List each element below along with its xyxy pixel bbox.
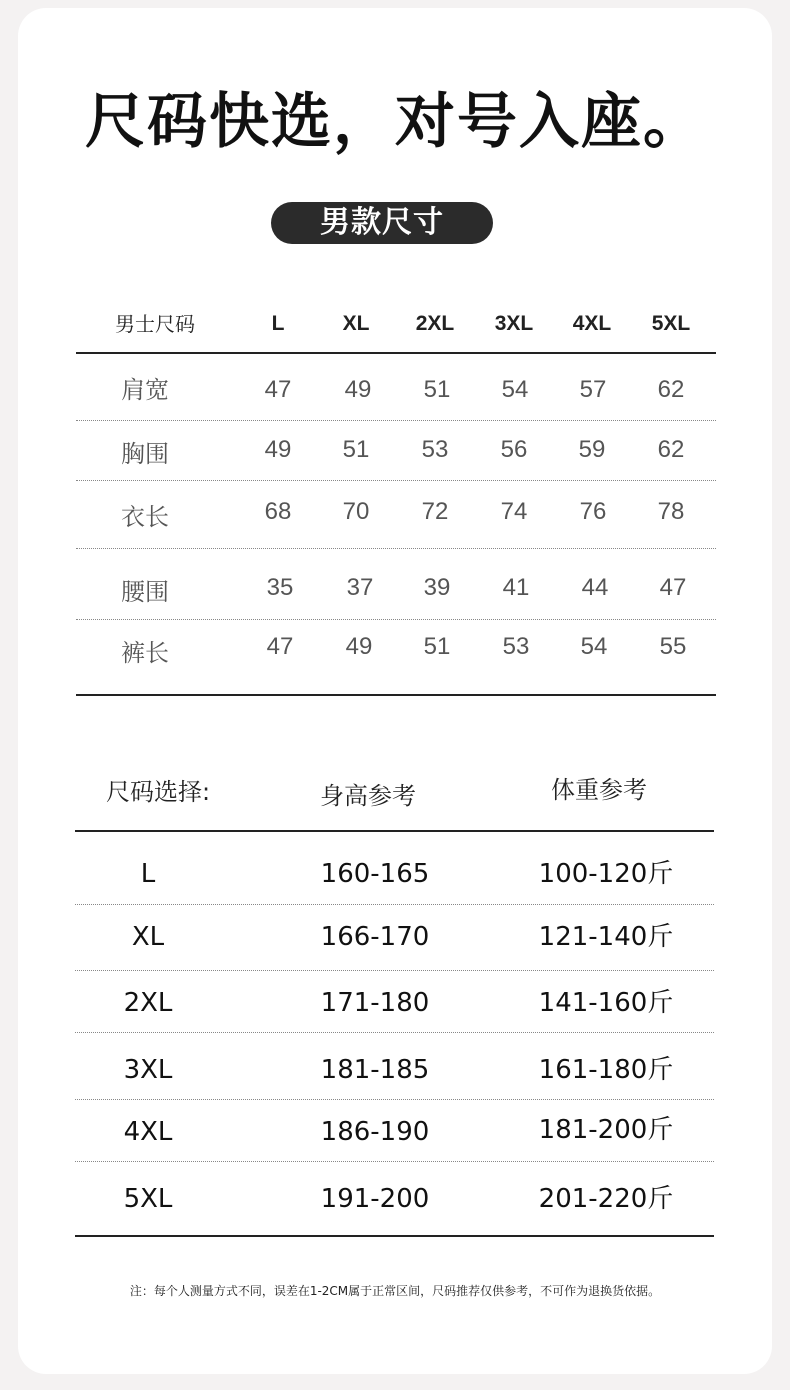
table-cell: 53 — [502, 633, 530, 660]
section-label-pill: 男款尺寸 — [271, 202, 493, 244]
table-cell: 47 — [264, 376, 292, 403]
table-cell: XL — [131, 922, 165, 952]
divider — [76, 548, 716, 549]
table-cell: 181-185 — [320, 1055, 430, 1085]
row-label: 胸围 — [121, 440, 169, 468]
table-cell: 56 — [500, 436, 528, 463]
table-cell: 166-170 — [320, 922, 430, 952]
table-cell: 171-180 — [320, 988, 430, 1018]
divider — [76, 694, 716, 696]
row-label: 衣长 — [121, 503, 169, 531]
divider — [75, 1235, 714, 1237]
table-cell: 59 — [578, 436, 606, 463]
table-cell: 62 — [657, 436, 685, 463]
table-cell: 70 — [342, 498, 370, 525]
table-cell: 141-160斤 — [538, 988, 674, 1018]
table-cell: 51 — [423, 633, 451, 660]
size-header-cell: 4XL — [572, 312, 612, 335]
table-cell: 47 — [266, 633, 294, 660]
divider — [75, 1032, 714, 1033]
selection-header-weight: 体重参考 — [551, 776, 647, 804]
size-header-cell: XL — [342, 312, 370, 335]
row-label: 裤长 — [121, 639, 169, 667]
size-header-cell: L — [271, 312, 285, 335]
divider — [75, 1161, 714, 1162]
table-row — [0, 854, 790, 894]
table-cell: 47 — [659, 574, 687, 601]
table-cell: 41 — [502, 574, 530, 601]
size-header-cell: 5XL — [651, 312, 691, 335]
table-row — [0, 917, 790, 957]
table-cell: 201-220斤 — [538, 1184, 674, 1214]
selection-header-size: 尺码选择: — [106, 778, 211, 806]
table-cell: 62 — [657, 376, 685, 403]
table-row — [0, 1050, 790, 1090]
table-cell: 160-165 — [320, 859, 430, 889]
table-cell: 49 — [264, 436, 292, 463]
table-cell: 161-180斤 — [538, 1055, 674, 1085]
table-cell: 78 — [657, 498, 685, 525]
table-row — [0, 492, 790, 532]
table-row — [0, 627, 790, 667]
table-row — [0, 568, 790, 608]
table-cell: 54 — [580, 633, 608, 660]
table-cell: 181-200斤 — [538, 1115, 674, 1145]
table-cell: 51 — [423, 376, 451, 403]
divider — [75, 904, 714, 905]
page-title: 尺码快选，对号入座。 — [85, 87, 705, 157]
divider — [76, 619, 716, 620]
table-cell: 121-140斤 — [538, 922, 674, 952]
table-cell: 186-190 — [320, 1117, 430, 1147]
table-row — [0, 430, 790, 470]
row-label: 肩宽 — [121, 376, 169, 404]
divider — [76, 352, 716, 354]
table-cell: 191-200 — [320, 1184, 430, 1214]
size-header-cell: 3XL — [494, 312, 534, 335]
table-cell: 68 — [264, 498, 292, 525]
size-table-header-label: 男士尺码 — [115, 312, 195, 336]
table-cell: 54 — [501, 376, 529, 403]
table-cell: L — [140, 859, 156, 889]
divider — [76, 420, 716, 421]
table-cell: 2XL — [123, 988, 173, 1018]
table-cell: 35 — [266, 574, 294, 601]
table-cell: 53 — [421, 436, 449, 463]
size-header-cell: 2XL — [415, 312, 455, 335]
table-cell: 5XL — [123, 1184, 173, 1214]
table-cell: 51 — [342, 436, 370, 463]
table-cell: 100-120斤 — [538, 859, 674, 889]
table-row — [0, 1112, 790, 1152]
table-cell: 39 — [423, 574, 451, 601]
divider — [75, 970, 714, 971]
disclaimer-note: 注：每个人测量方式不同，误差在1-2CM属于正常区间，尺码推荐仅供参考，不可作为退换货依据。 — [129, 1284, 661, 1298]
table-cell: 57 — [579, 376, 607, 403]
size-table-header — [0, 308, 790, 340]
row-label: 腰围 — [121, 578, 169, 606]
table-cell: 74 — [500, 498, 528, 525]
selection-header-height: 身高参考 — [320, 782, 416, 810]
divider — [76, 480, 716, 481]
table-cell: 55 — [659, 633, 687, 660]
table-cell: 72 — [421, 498, 449, 525]
table-cell: 76 — [579, 498, 607, 525]
table-cell: 44 — [581, 574, 609, 601]
table-cell: 37 — [346, 574, 374, 601]
table-row — [0, 983, 790, 1023]
table-cell: 3XL — [123, 1055, 173, 1085]
table-cell: 49 — [345, 633, 373, 660]
divider — [75, 830, 714, 832]
table-row — [0, 1179, 790, 1219]
table-cell: 4XL — [123, 1117, 173, 1147]
table-row — [0, 370, 790, 410]
table-cell: 49 — [344, 376, 372, 403]
divider — [75, 1099, 714, 1100]
